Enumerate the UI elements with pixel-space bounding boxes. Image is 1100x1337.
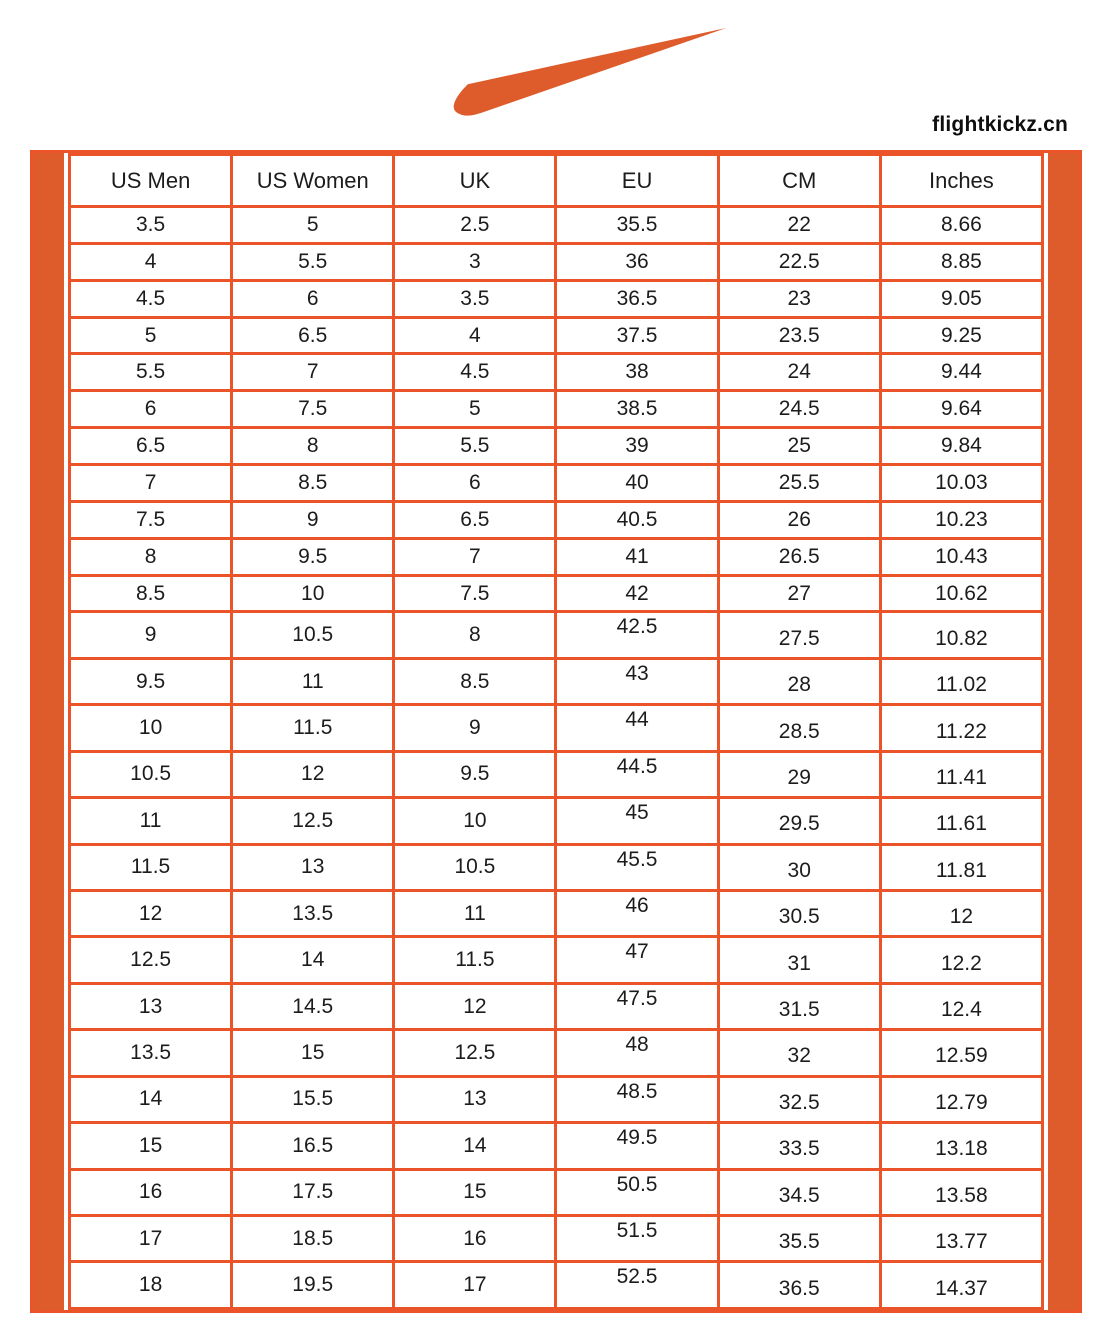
table-cell: 9.5: [70, 658, 232, 704]
table-cell: 9.5: [232, 538, 394, 575]
table-row: [70, 798, 1043, 844]
table-cell: 47: [556, 937, 718, 983]
table-cell: 11.5: [232, 705, 394, 751]
table-cell: 36.5: [718, 1262, 880, 1309]
table-row: [70, 1076, 1043, 1122]
column-header: US Men: [70, 155, 232, 207]
table-cell: 31: [718, 937, 880, 983]
table-cell: 14: [394, 1123, 556, 1169]
table-cell: 15: [70, 1123, 232, 1169]
table-cell: 18: [70, 1262, 232, 1309]
table-cell: 12.5: [394, 1030, 556, 1076]
table-cell: 13: [232, 844, 394, 890]
table-cell: 5.5: [394, 428, 556, 465]
table-cell: 17.5: [232, 1169, 394, 1215]
table-row: [70, 428, 1043, 465]
table-cell: 13.5: [232, 890, 394, 936]
table-row: [70, 575, 1043, 612]
column-header: UK: [394, 155, 556, 207]
table-cell: 48: [556, 1030, 718, 1076]
table-cell: 28.5: [718, 705, 880, 751]
column-header: Inches: [880, 155, 1042, 207]
table-cell: 11: [394, 890, 556, 936]
table-cell: 9.05: [880, 280, 1042, 317]
table-cell: 23: [718, 280, 880, 317]
size-chart-table: [68, 153, 1044, 1310]
table-cell: 8.5: [70, 575, 232, 612]
table-cell: 9.64: [880, 391, 1042, 428]
table-cell: 14: [232, 937, 394, 983]
column-header: US Women: [232, 155, 394, 207]
table-row: [70, 243, 1043, 280]
table-cell: 27.5: [718, 612, 880, 658]
table-cell: 12.79: [880, 1076, 1042, 1122]
table-cell: 12: [232, 751, 394, 797]
table-cell: 9: [232, 501, 394, 538]
table-row: [70, 1215, 1043, 1261]
table-cell: 11.61: [880, 798, 1042, 844]
table-cell: 27: [718, 575, 880, 612]
table-row: [70, 612, 1043, 658]
table-cell: 7.5: [70, 501, 232, 538]
table-row: [70, 280, 1043, 317]
table-cell: 3.5: [394, 280, 556, 317]
table-cell: 9: [70, 612, 232, 658]
table-cell: 47.5: [556, 983, 718, 1029]
left-accent-bar: [33, 153, 64, 1310]
table-cell: 10.43: [880, 538, 1042, 575]
table-cell: 19.5: [232, 1262, 394, 1309]
table-cell: 15.5: [232, 1076, 394, 1122]
table-cell: 6.5: [232, 317, 394, 354]
table-cell: 7: [232, 354, 394, 391]
table-row: [70, 844, 1043, 890]
table-cell: 50.5: [556, 1169, 718, 1215]
table-row: [70, 465, 1043, 502]
table-cell: 12: [880, 890, 1042, 936]
table-cell: 38: [556, 354, 718, 391]
table-cell: 45: [556, 798, 718, 844]
table-row: [70, 890, 1043, 936]
table-cell: 10.5: [394, 844, 556, 890]
table-cell: 3.5: [70, 207, 232, 244]
table-cell: 6.5: [394, 501, 556, 538]
table-row: [70, 1123, 1043, 1169]
table-cell: 16.5: [232, 1123, 394, 1169]
table-cell: 12.2: [880, 937, 1042, 983]
table-cell: 8.5: [394, 658, 556, 704]
table-cell: 35.5: [718, 1215, 880, 1261]
table-cell: 42.5: [556, 612, 718, 658]
table-cell: 18.5: [232, 1215, 394, 1261]
table-cell: 10.03: [880, 465, 1042, 502]
table-cell: 52.5: [556, 1262, 718, 1309]
table-cell: 40.5: [556, 501, 718, 538]
table-row: [70, 317, 1043, 354]
table-cell: 10.23: [880, 501, 1042, 538]
table-cell: 5: [394, 391, 556, 428]
table-cell: 16: [70, 1169, 232, 1215]
table-cell: 15: [232, 1030, 394, 1076]
table-cell: 29: [718, 751, 880, 797]
table-row: [70, 751, 1043, 797]
table-header-row: [70, 155, 1043, 207]
table-cell: 14.37: [880, 1262, 1042, 1309]
table-cell: 11: [232, 658, 394, 704]
table-cell: 4: [394, 317, 556, 354]
table-row: [70, 1262, 1043, 1309]
column-header: EU: [556, 155, 718, 207]
table-body: [70, 207, 1043, 1309]
table-cell: 32: [718, 1030, 880, 1076]
table-cell: 10: [232, 575, 394, 612]
table-cell: 14.5: [232, 983, 394, 1029]
table-cell: 32.5: [718, 1076, 880, 1122]
table-cell: 51.5: [556, 1215, 718, 1261]
table-cell: 45.5: [556, 844, 718, 890]
table-cell: 42: [556, 575, 718, 612]
table-cell: 7: [70, 465, 232, 502]
table-cell: 12.5: [70, 937, 232, 983]
site-label: flightkickz.cn: [932, 113, 1068, 136]
table-cell: 11.5: [70, 844, 232, 890]
table-cell: 6: [394, 465, 556, 502]
table-row: [70, 705, 1043, 751]
table-cell: 29.5: [718, 798, 880, 844]
table-cell: 46: [556, 890, 718, 936]
table-cell: 11.02: [880, 658, 1042, 704]
table-cell: 7.5: [394, 575, 556, 612]
table-cell: 37.5: [556, 317, 718, 354]
table-cell: 10.62: [880, 575, 1042, 612]
table-cell: 38.5: [556, 391, 718, 428]
table-cell: 11: [70, 798, 232, 844]
table-cell: 16: [394, 1215, 556, 1261]
table-cell: 40: [556, 465, 718, 502]
table-cell: 8: [394, 612, 556, 658]
size-chart-frame: [30, 150, 1082, 1313]
table-cell: 3: [394, 243, 556, 280]
table-cell: 48.5: [556, 1076, 718, 1122]
table-cell: 9.25: [880, 317, 1042, 354]
table-cell: 25: [718, 428, 880, 465]
table-cell: 2.5: [394, 207, 556, 244]
table-cell: 36.5: [556, 280, 718, 317]
table-cell: 44.5: [556, 751, 718, 797]
table-cell: 25.5: [718, 465, 880, 502]
table-cell: 34.5: [718, 1169, 880, 1215]
table-cell: 22.5: [718, 243, 880, 280]
table-cell: 24: [718, 354, 880, 391]
table-cell: 10.5: [232, 612, 394, 658]
table-cell: 44: [556, 705, 718, 751]
table-cell: 10.5: [70, 751, 232, 797]
table-cell: 5.5: [232, 243, 394, 280]
right-accent-bar: [1048, 153, 1079, 1310]
table-cell: 9: [394, 705, 556, 751]
table-cell: 22: [718, 207, 880, 244]
table-cell: 4.5: [394, 354, 556, 391]
table-cell: 43: [556, 658, 718, 704]
table-cell: 6.5: [70, 428, 232, 465]
table-cell: 13: [394, 1076, 556, 1122]
table-cell: 10.82: [880, 612, 1042, 658]
table-cell: 13.18: [880, 1123, 1042, 1169]
table-row: [70, 1169, 1043, 1215]
table-cell: 12: [70, 890, 232, 936]
table-cell: 15: [394, 1169, 556, 1215]
table-cell: 30: [718, 844, 880, 890]
table-cell: 7.5: [232, 391, 394, 428]
table-cell: 12.5: [232, 798, 394, 844]
table-cell: 12.59: [880, 1030, 1042, 1076]
table-cell: 13.5: [70, 1030, 232, 1076]
table-cell: 14: [70, 1076, 232, 1122]
table-cell: 11.5: [394, 937, 556, 983]
table-row: [70, 538, 1043, 575]
table-cell: 39: [556, 428, 718, 465]
size-chart-area: [64, 153, 1048, 1310]
table-cell: 12: [394, 983, 556, 1029]
table-cell: 9.84: [880, 428, 1042, 465]
table-row: [70, 354, 1043, 391]
table-cell: 17: [394, 1262, 556, 1309]
table-cell: 41: [556, 538, 718, 575]
table-cell: 28: [718, 658, 880, 704]
table-cell: 4.5: [70, 280, 232, 317]
table-cell: 11.81: [880, 844, 1042, 890]
table-cell: 49.5: [556, 1123, 718, 1169]
table-cell: 23.5: [718, 317, 880, 354]
table-cell: 5: [70, 317, 232, 354]
table-cell: 9.44: [880, 354, 1042, 391]
table-cell: 5.5: [70, 354, 232, 391]
table-row: [70, 983, 1043, 1029]
table-cell: 26.5: [718, 538, 880, 575]
table-cell: 12.4: [880, 983, 1042, 1029]
table-cell: 5: [232, 207, 394, 244]
table-row: [70, 937, 1043, 983]
table-row: [70, 207, 1043, 244]
table-cell: 11.22: [880, 705, 1042, 751]
table-cell: 6: [70, 391, 232, 428]
table-cell: 11.41: [880, 751, 1042, 797]
table-cell: 33.5: [718, 1123, 880, 1169]
table-cell: 26: [718, 501, 880, 538]
table-cell: 10: [394, 798, 556, 844]
nike-swoosh-icon: [452, 26, 728, 118]
table-cell: 30.5: [718, 890, 880, 936]
table-row: [70, 501, 1043, 538]
table-cell: 35.5: [556, 207, 718, 244]
table-row: [70, 1030, 1043, 1076]
column-header: CM: [718, 155, 880, 207]
table-cell: 8: [70, 538, 232, 575]
table-cell: 8.5: [232, 465, 394, 502]
table-cell: 13: [70, 983, 232, 1029]
table-cell: 9.5: [394, 751, 556, 797]
table-cell: 13.58: [880, 1169, 1042, 1215]
table-cell: 13.77: [880, 1215, 1042, 1261]
table-cell: 4: [70, 243, 232, 280]
table-cell: 8.66: [880, 207, 1042, 244]
table-cell: 8.85: [880, 243, 1042, 280]
table-row: [70, 391, 1043, 428]
table-cell: 17: [70, 1215, 232, 1261]
table-cell: 7: [394, 538, 556, 575]
table-cell: 31.5: [718, 983, 880, 1029]
table-cell: 8: [232, 428, 394, 465]
table-cell: 24.5: [718, 391, 880, 428]
table-cell: 10: [70, 705, 232, 751]
table-cell: 6: [232, 280, 394, 317]
table-row: [70, 658, 1043, 704]
table-cell: 36: [556, 243, 718, 280]
